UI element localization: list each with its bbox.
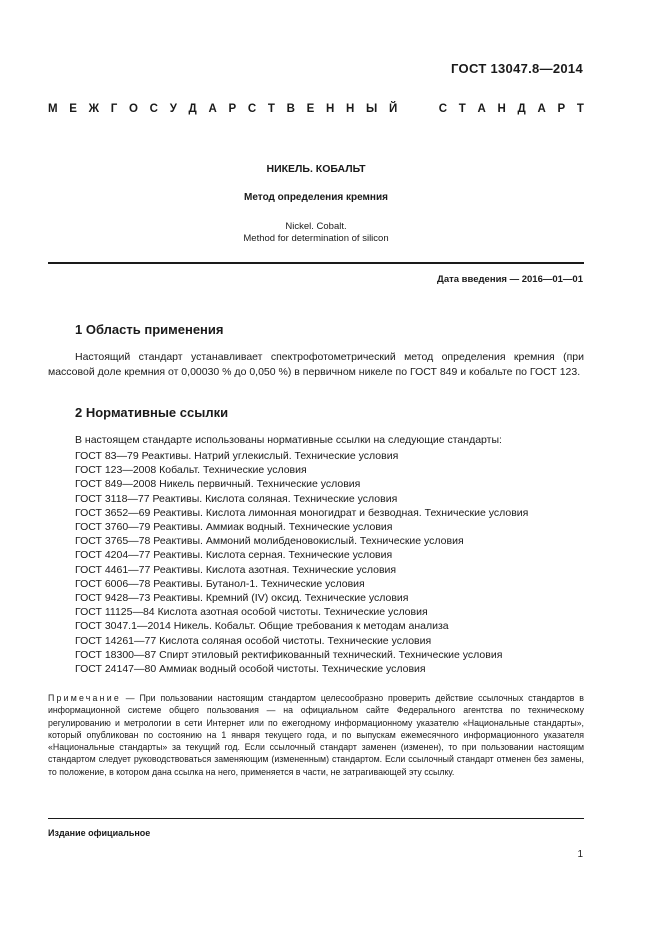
banner-letter: Р xyxy=(228,103,237,115)
banner-letter: Й xyxy=(388,103,398,115)
banner-letter: Ж xyxy=(88,103,100,115)
banner-letter: О xyxy=(129,103,138,115)
note-block xyxy=(48,692,584,778)
banner-letter: А xyxy=(208,103,217,115)
reference-item: ГОСТ 4204—77 Реактивы. Кислота серная. Технические условия xyxy=(75,549,393,562)
note-label: Примечание xyxy=(48,693,121,703)
banner-letter: Р xyxy=(557,103,566,115)
reference-item: ГОСТ 14261—77 Кислота соляная особой чистоты. Технические условия xyxy=(75,634,432,647)
document-title-en: Nickel. Cobalt. xyxy=(285,221,347,232)
header-divider xyxy=(48,262,584,264)
banner-letter: Т xyxy=(267,103,275,115)
banner-letter: Г xyxy=(110,103,118,115)
introduction-date: Дата введения — 2016—01—01 xyxy=(437,274,583,285)
banner-letter: Д xyxy=(517,103,526,115)
reference-item: ГОСТ 3652—69 Реактивы. Кислота лимонная моногидрат и безводная. Технические условия xyxy=(75,506,529,519)
banner-letter: Е xyxy=(306,103,315,115)
note-text: — При пользовании настоящим стандартом целесообразно проверить действие ссылочных стандартов в информационной системе общего пользования — на официальном сайте Федерального агентства по техническому регулированию и метрологии в сети Интернет или по ежегодному информационному указателю «Национальные стандарты», который опубликован по состоянию на 1 января текущего года, и по выпускам ежемесячного информационного указателя «Национальные стандарты» за текущий год. Если ссылочный стандарт заменен (изменен), то при пользовании настоящим стандартом следует руководствоваться заменяющим (измененным) стандартом. Если ссылочный стандарт отменен без замены, то положение, в котором дана ссылка на него, применяется в части, не затрагивающей эту ссылку. xyxy=(48,693,584,777)
banner-letter: А xyxy=(537,103,546,115)
section-heading-references: 2 Нормативные ссылки xyxy=(75,405,229,420)
reference-item: ГОСТ 24147—80 Аммиак водный особой чистоты. Технические условия xyxy=(75,663,426,676)
reference-item: ГОСТ 11125—84 Кислота азотная особой чистоты. Технические условия xyxy=(75,606,428,619)
reference-item: ГОСТ 3760—79 Реактивы. Аммиак водный. Технические условия xyxy=(75,521,393,534)
banner-letter: Е xyxy=(69,103,77,115)
banner-letter: Н xyxy=(346,103,355,115)
reference-item: ГОСТ 3765—78 Реактивы. Аммоний молибденовокислый. Технические условия xyxy=(75,535,464,548)
edition-label: Издание официальное xyxy=(48,828,151,838)
banner-letter: С xyxy=(438,103,448,115)
document-subtitle-ru: Метод определения кремния xyxy=(244,192,388,203)
banner-letter: С xyxy=(247,103,257,115)
banner-letter: М xyxy=(48,103,58,115)
banner-letter: У xyxy=(169,103,177,115)
banner-letter: Ы xyxy=(366,103,378,115)
reference-item: ГОСТ 83—79 Реактивы. Натрий углекислый. Технические условия xyxy=(75,450,399,462)
document-subtitle-en: Method for determination of silicon xyxy=(243,233,389,244)
reference-item: ГОСТ 4461—77 Реактивы. Кислота азотная. Технические условия xyxy=(75,563,397,576)
reference-item: ГОСТ 18300—87 Спирт этиловый ректификованный технический. Технические условия xyxy=(75,648,503,661)
footer-divider xyxy=(48,818,584,819)
reference-item: ГОСТ 9428—73 Реактивы. Кремний (IV) оксид. Технические условия xyxy=(75,592,409,605)
reference-item: ГОСТ 6006—78 Реактивы. Бутанол-1. Технические условия xyxy=(75,577,365,590)
references-intro: В настоящем стандарте использованы нормативные ссылки на следующие стандарты: xyxy=(75,434,502,446)
banner-letter: Н xyxy=(497,103,506,115)
banner-word-gap xyxy=(409,103,412,115)
page-number: 1 xyxy=(577,849,583,860)
reference-item: ГОСТ 849—2008 Никель первичный. Технические условия xyxy=(75,478,361,491)
banner-letter: С xyxy=(149,103,158,115)
scope-paragraph: Настоящий стандарт устанавливает спектрофотометрический метод определения кремния (при массовой доле кремния от 0,00030 % до 0,050 %) в первичном никеле по ГОСТ 849 и кобальте по ГОСТ 123. xyxy=(48,351,584,378)
reference-item: ГОСТ 123—2008 Кобальт. Технические условия xyxy=(75,464,307,477)
banner-letter: А xyxy=(477,103,486,115)
banner-letter: Т xyxy=(458,103,466,115)
document-title-ru: НИКЕЛЬ. КОБАЛЬТ xyxy=(266,163,366,175)
standard-code: ГОСТ 13047.8—2014 xyxy=(451,61,583,76)
references-list xyxy=(75,449,528,676)
banner-letter: Д xyxy=(188,103,197,115)
reference-item: ГОСТ 3047.1—2014 Никель. Кобальт. Общие требования к методам анализа xyxy=(75,620,449,633)
section-heading-scope: 1 Область применения xyxy=(75,322,224,337)
banner-letter: В xyxy=(286,103,295,115)
standard-type-banner xyxy=(48,103,584,115)
reference-item: ГОСТ 3118—77 Реактивы. Кислота соляная. Технические условия xyxy=(75,492,398,505)
banner-letter: Т xyxy=(576,103,584,115)
banner-letter: Н xyxy=(325,103,335,115)
banner-word-gap xyxy=(424,103,427,115)
